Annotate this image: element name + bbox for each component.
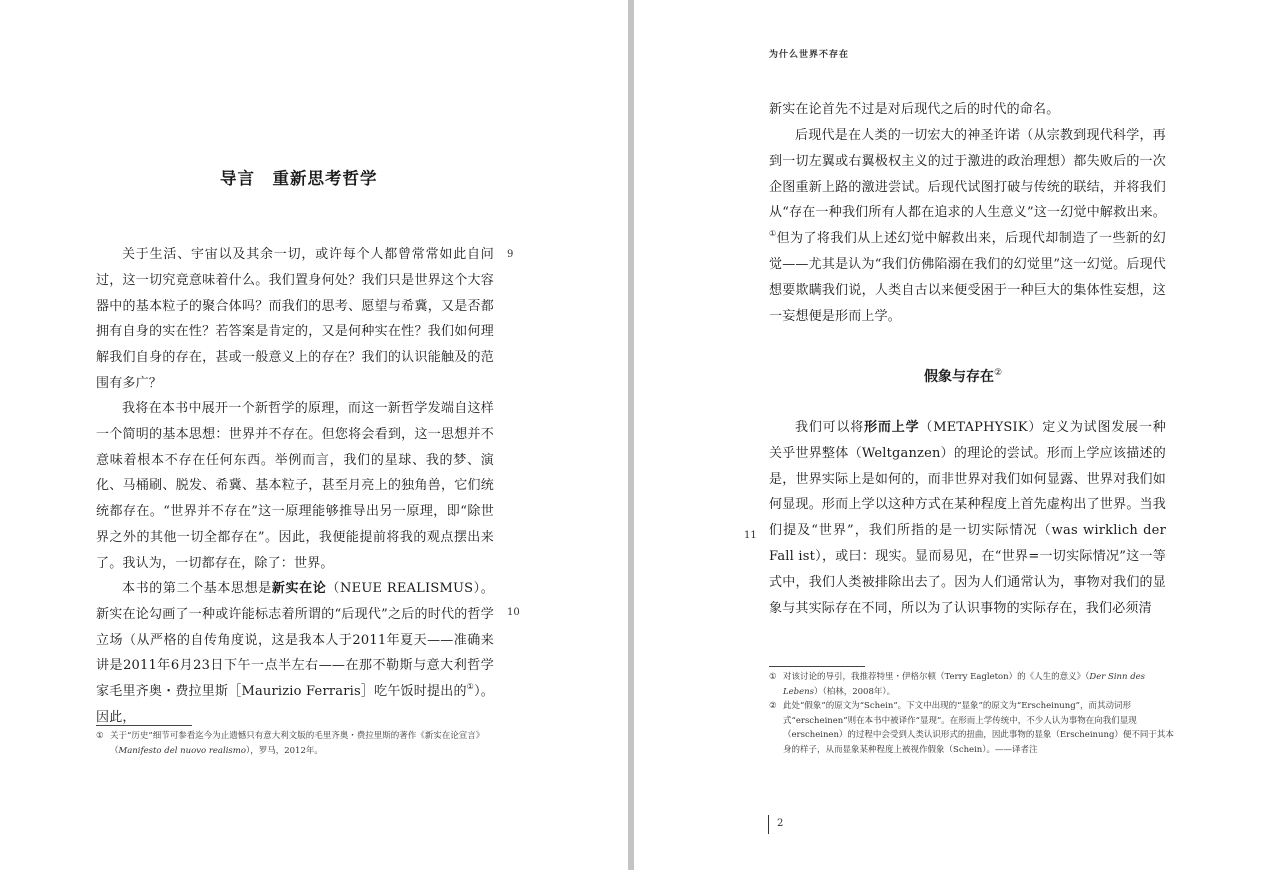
footnote-rule — [769, 666, 865, 667]
paragraph-text: 本书的第二个基本思想是 — [122, 581, 272, 596]
paragraph-text: 我们可以将 — [795, 420, 865, 435]
footnote — [96, 729, 508, 758]
key-term: 新实在论 — [271, 581, 327, 596]
footnote-ref[interactable]: ② — [994, 368, 1003, 378]
folio-rule — [768, 815, 769, 834]
paragraph — [769, 415, 1166, 621]
footnote-italic: Manifesto del nuovo realismo — [118, 745, 246, 756]
key-term: 形而上学 — [864, 420, 920, 435]
footnote-text: ），罗马，2012年。 — [245, 745, 323, 756]
margin-page-number: 9 — [507, 249, 514, 260]
footnote — [769, 699, 1180, 757]
footnote — [769, 670, 1180, 699]
paragraph: 我将在本书中展开一个新哲学的原理，而这一新哲学发端自这样一个简明的基本思想：世界并不存在。但您将会看到，这一思想并不意味着根本不存在任何东西。举例而言，我们的星球、我的梦、演化、马桶刷、脱发、希冀、基本粒子，甚至月亮上的独角兽，它们统统都存在。“世界并不存在”这一原理能够推导出另一原理，即“除世界之外的其他一切全都存在”。因此，我便能提前将我的观点摆出来了。我认为，一切都存在，除了：世界。 — [96, 401, 494, 571]
paragraph-text: （METAPHYSIK）定义为试图发展一种关乎世界整体（Weltganzen）的理论的尝试。形而上学应该描述的是，世界实际上是如何的，而非世界对我们如何显露、世界对我们如何显现。形而上学以这种方式在某种程度上首先虚构出了世界。当我们提及“世界”，我们所指的是一切实际情况（was wirklich der Fall ist），或曰：现实。显而易见，在“世界=一切实际情况”这一等式中，我们人类被排除出去了。因为人们通常认为，事物对我们的显象与其实际存在不同，所以为了认识事物的实际存在，我们必须清 — [769, 420, 1166, 616]
paragraph-text: 后现代是在人类的一切宏大的神圣许诺（从宗教到现代科学，再到一切左翼或右翼极权主义的过于激进的政治理想）都失败后的一次企图重新上路的激进尝试。后现代试图打破与传统的联结，并将我们从“存在一种我们所有人都在追求的人生意义”这一幻觉中解救出来。 — [769, 128, 1166, 221]
footnote-rule — [96, 725, 192, 726]
footnote-mark: ① — [769, 672, 777, 682]
section-title — [924, 366, 1002, 386]
section-title-text: 假象与存在 — [924, 369, 994, 385]
footnote-mark: ① — [96, 731, 104, 741]
paragraph: 新实在论首先不过是对后现代之后的时代的命名。 — [769, 102, 1060, 117]
right-page — [634, 0, 1261, 870]
footnote-ref[interactable]: ① — [769, 229, 777, 239]
margin-page-number: 10 — [507, 607, 520, 618]
footnote-text: 此处“假象”的原文为“Schein”。下文中出现的“显象”的原文为“Erscheinung”，而其动词形式“erscheinen”则在本书中被译作“显现”。在形而上学传统中，不少人认为事物在向我们显现（erscheinen）的过程中会受到人类认识形式的扭曲，因此事物的显象（Erscheinung）便不同于其本身的样子，从而显象某种程度上被视作假象（Schein）。——译者注 — [783, 701, 1174, 755]
left-page — [0, 0, 628, 870]
margin-page-number: 11 — [744, 530, 757, 541]
footnote-italic: Der Sinn des Lebens — [783, 672, 1146, 697]
paragraph — [96, 576, 494, 731]
footnote-ref[interactable]: ① — [466, 682, 475, 692]
footnote-mark: ② — [769, 701, 777, 711]
chapter-title: 导言 重新思考哲学 — [220, 169, 378, 188]
paragraph — [769, 123, 1166, 329]
footnote-text: 关于“历史”细节可参看迄今为止遗憾只有意大利文版的毛里齐奥・费拉里斯的著作《新实在论宣言》（ — [110, 731, 485, 756]
paragraph-text: 但为了将我们从上述幻觉中解救出来，后现代却制造了一些新的幻觉——尤其是认为“我们仿佛陷溺在我们的幻觉里”这一幻觉。后现代想要欺瞒我们说，人类自古以来便受困于一种巨大的集体性妄想，这一妄想便是形而上学。 — [769, 231, 1166, 324]
paragraph: 关于生活、宇宙以及其余一切，或许每个人都曾常常如此自问过，这一切究竟意味着什么。我们置身何处？我们只是世界这个大容器中的基本粒子的聚合体吗？而我们的思考、愿望与希冀，又是否都拥有自身的实在性？若答案是肯定的，又是何种实在性？我们如何理解我们自身的存在，甚或一般意义上的存在？我们的认识能触及的范围有多广？ — [96, 247, 494, 391]
paragraph-text: ）。因此， — [96, 684, 495, 725]
page-number: 2 — [777, 818, 784, 829]
running-head: 为什么世界不存在 — [769, 50, 850, 60]
footnote-text: ）（柏林，2008年）。 — [813, 686, 896, 697]
paragraph-text: （NEUE REALISMUS）。新实在论勾画了一种或许能标志着所谓的“后现代”之后的时代的哲学立场（从严格的自传角度说，这是我本人于2011年夏天——准确来讲是2011年6月23日下午一点半左右——在那不勒斯与意大利哲学家毛里齐奥・费拉里斯［Maurizio Ferraris］吃午饭时提出的 — [96, 581, 494, 700]
footnote-text: 对该讨论的导引，我推荐特里・伊格尔顿（Terry Eagleton）的《人生的意义》（ — [783, 672, 1090, 682]
